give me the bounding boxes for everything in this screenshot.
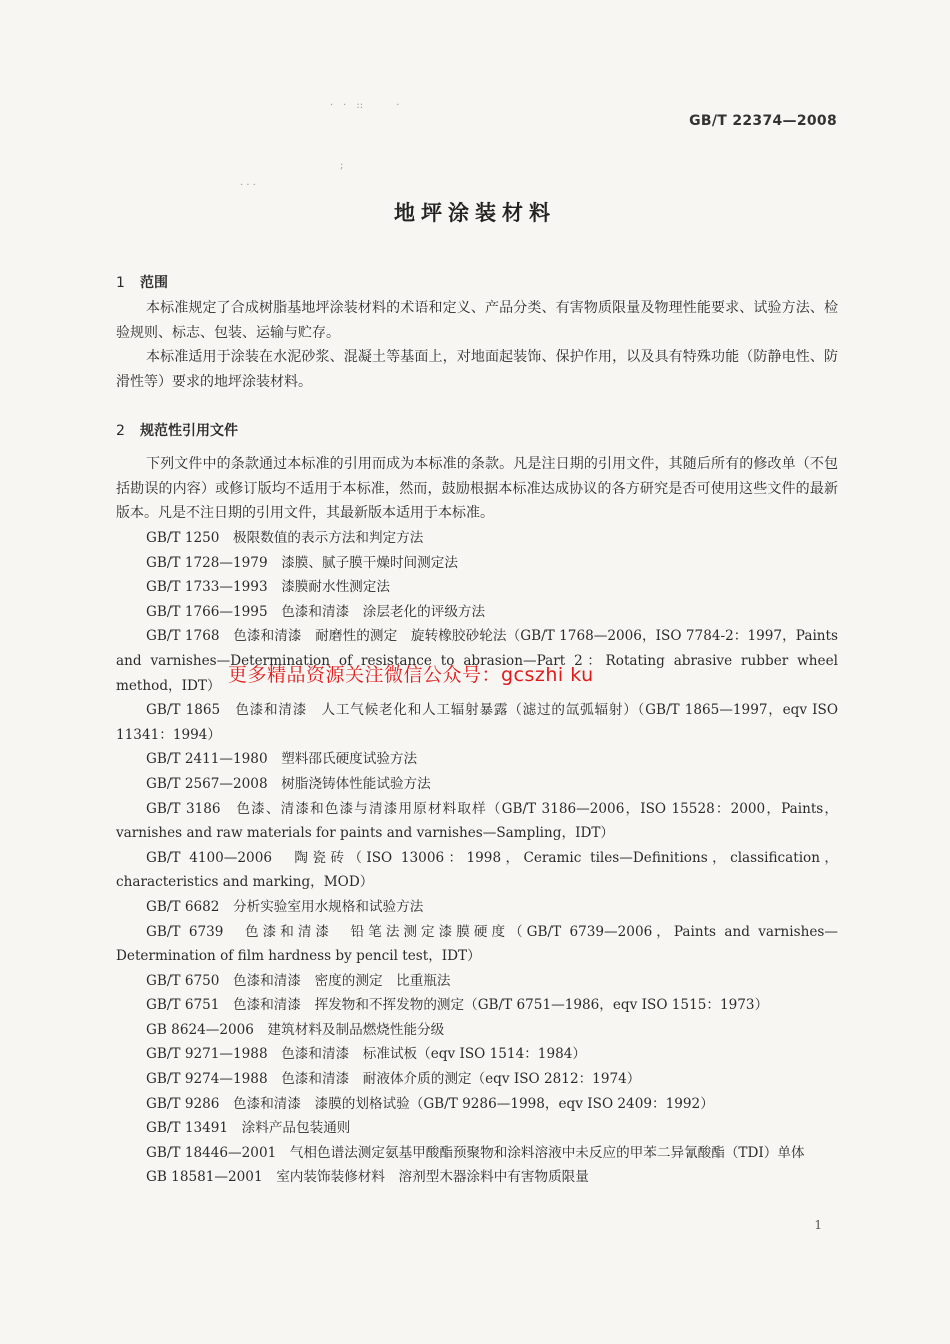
reference-item: GB/T 1768 色漆和清漆 耐磨性的测定 旋转橡胶砂轮法（GB/T 1768—2006，ISO 7784-2：1997，Paints and varnishes—Determination of resistance to abrasion—Part 2：Rotating abrasive rubber wheel method，IDT） bbox=[116, 628, 838, 694]
references-intro-paragraph: 下列文件中的条款通过本标准的引用而成为本标准的条款。凡是注日期的引用文件，其随后所有的修改单（不包括勘误的内容）或修订版均不适用于本标准，然而，鼓励根据本标准达成协议的各方研究是否可使用这些文件的最新版本。凡是不注日期的引用文件，其最新版本适用于本标准。 bbox=[116, 456, 838, 521]
section-number: 2 bbox=[116, 423, 125, 439]
reference-item: GB/T 6682 分析实验室用水规格和试验方法 bbox=[146, 898, 424, 915]
section-heading-normative-references bbox=[116, 420, 238, 440]
reference-item: GB 8624—2006 建筑材料及制品燃烧性能分级 bbox=[146, 1021, 445, 1038]
reference-item: GB/T 1728—1979 漆膜、腻子膜干燥时间测定法 bbox=[146, 554, 458, 571]
reference-item: GB/T 18446—2001 气相色谱法测定氨基甲酸酯预聚物和涂料溶液中未反应的甲苯二异氰酸酯（TDI）单体 bbox=[146, 1144, 805, 1161]
scope-paragraph: 本标准规定了合成树脂基地坪涂装材料的术语和定义、产品分类、有害物质限量及物理性能要求、试验方法、检验规则、标志、包装、运输与贮存。 bbox=[116, 300, 838, 341]
reference-item: GB/T 4100—2006 陶瓷砖（ISO 13006：1998，Ceramic tiles—Definitions，classification，characteristics and marking，MOD） bbox=[116, 849, 838, 891]
page-number: 1 bbox=[814, 1218, 822, 1232]
section-title: 规范性引用文件 bbox=[140, 423, 238, 439]
scope-paragraph: 本标准适用于涂装在水泥砂浆、混凝土等基面上，对地面起装饰、保护作用，以及具有特殊功能（防静电性、防滑性等）要求的地坪涂装材料。 bbox=[116, 349, 838, 390]
section-number: 1 bbox=[116, 275, 125, 291]
reference-item: GB/T 2411—1980 塑料邵氏硬度试验方法 bbox=[146, 751, 418, 768]
standard-code: GB/T 22374—2008 bbox=[689, 113, 837, 129]
scan-speck: · · · bbox=[240, 180, 256, 191]
reference-item: GB 18581—2001 室内装饰装修材料 溶剂型木器涂料中有害物质限量 bbox=[146, 1169, 589, 1186]
reference-item: GB/T 1766—1995 色漆和清漆 涂层老化的评级方法 bbox=[146, 603, 486, 620]
reference-item: GB/T 6739 色漆和清漆 铅笔法测定漆膜硬度（GB/T 6739—2006，Paints and varnishes—Determination of film hardness by pencil test，IDT） bbox=[116, 923, 838, 965]
document-title: 地坪涂装材料 bbox=[394, 201, 556, 225]
reference-list bbox=[116, 526, 838, 1190]
watermark-overlay: 更多精品资源关注微信公众号：gcszhi ku bbox=[228, 664, 594, 686]
reference-item: GB/T 1250 极限数值的表示方法和判定方法 bbox=[146, 530, 424, 546]
reference-item: GB/T 1733—1993 漆膜耐水性测定法 bbox=[146, 579, 390, 596]
reference-item: GB/T 13491 涂料产品包装通则 bbox=[146, 1120, 351, 1137]
reference-item: GB/T 9274—1988 色漆和清漆 耐液体介质的测定（eqv ISO 2812：1974） bbox=[146, 1071, 641, 1088]
section-title: 范围 bbox=[140, 275, 168, 291]
scan-speck: ; bbox=[340, 160, 344, 171]
reference-item: GB/T 9271—1988 色漆和清漆 标准试板（eqv ISO 1514：1984） bbox=[146, 1046, 586, 1063]
reference-item: GB/T 1865 色漆和清漆 人工气候老化和人工辐射暴露（滤过的氙弧辐射）（GB/T 1865—1997，eqv ISO 11341：1994） bbox=[116, 702, 838, 743]
section-heading-scope bbox=[116, 272, 168, 292]
reference-item: GB/T 2567—2008 树脂浇铸体性能试验方法 bbox=[146, 775, 431, 792]
reference-item: GB/T 6750 色漆和清漆 密度的测定 比重瓶法 bbox=[146, 972, 451, 989]
reference-item: GB/T 6751 色漆和清漆 挥发物和不挥发物的测定（GB/T 6751—1986，eqv ISO 1515：1973） bbox=[146, 997, 769, 1014]
reference-item: GB/T 3186 色漆、清漆和色漆与清漆用原材料取样（GB/T 3186—2006，ISO 15528：2000，Paints，varnishes and raw materials for paints and varnishes—Sampling，IDT） bbox=[116, 800, 838, 842]
scan-speck: · · :: · bbox=[330, 100, 400, 111]
reference-item: GB/T 9286 色漆和清漆 漆膜的划格试验（GB/T 9286—1998，eqv ISO 2409：1992） bbox=[146, 1095, 714, 1112]
